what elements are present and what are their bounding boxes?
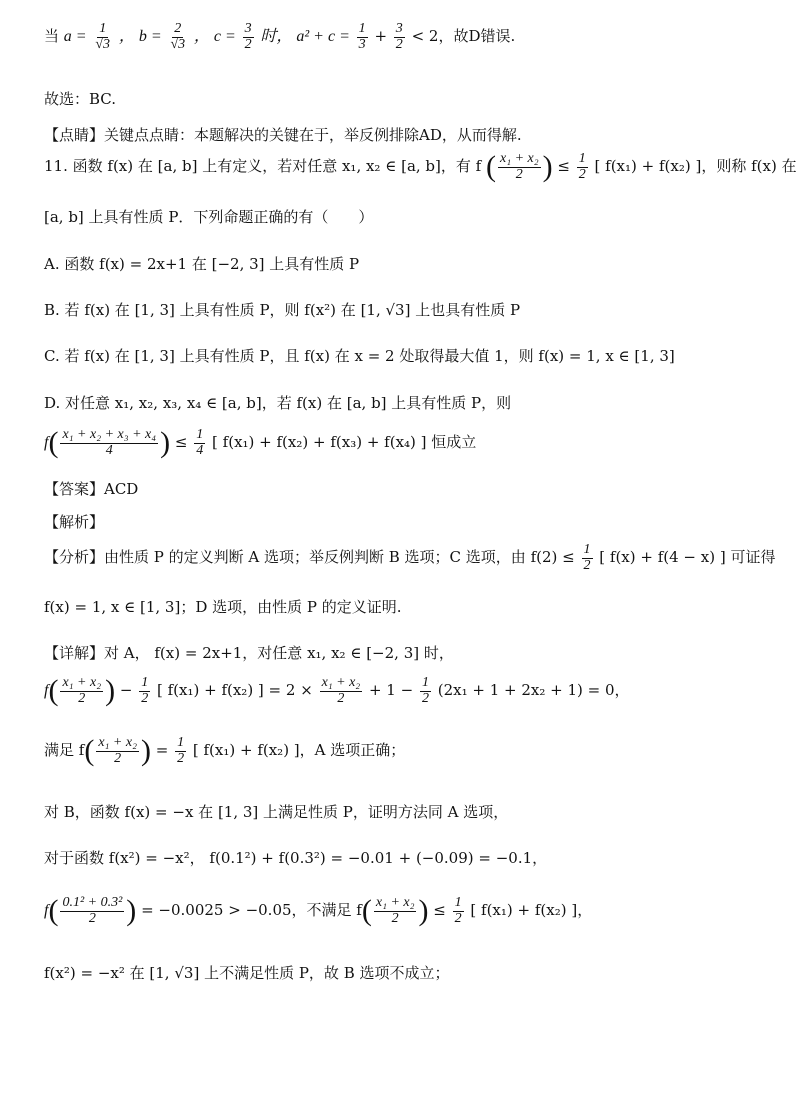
b-line1: 对 B，函数 f(x) = −x 在 [1, 3] 上满足性质 P，证明方法同 A 选项， [44, 803, 509, 821]
frac-c [243, 22, 254, 52]
paren-open: ( [48, 894, 59, 928]
satisfy-tail: [ f(x₁) + f(x₂) ]，A 选项正确； [192, 741, 406, 760]
q11-frac-den: 2 [515, 166, 523, 182]
detail-mid-frac [320, 676, 363, 706]
fenxi-b: [ f(x) + f(4 − x) ] 可证得 [599, 548, 776, 567]
b-line3-tail: [ f(x₁) + f(x₂) ]， [470, 901, 593, 920]
fenxi-half [582, 543, 593, 573]
optd-quarter-den: 4 [196, 442, 204, 458]
detail-line1: 【详解】对 A， f(x) = 2x+1，对任意 x₁, x₂ ∈ [−2, 3] 时， [44, 644, 454, 662]
b-line4: f(x²) = −x² 在 [1, √3] 上不满足性质 P，故 B 选项不成立； [44, 964, 450, 982]
line-case-a-b-c [44, 22, 764, 52]
b-line3-f: f [44, 902, 49, 920]
frac-b-num: 2 [174, 21, 182, 36]
b-line3 [44, 896, 764, 926]
detail-half2-den: 2 [421, 690, 429, 706]
option-d-line2 [44, 428, 764, 458]
q11-frac [498, 152, 541, 182]
line1-tail: < 2，故D错误. [411, 27, 516, 46]
option-c: C. 若 f(x) 在 [1, 3] 上具有性质 P，且 f(x) 在 x = 2 处取得最大值 1，则 f(x) = 1, x ∈ [1, 3] [44, 347, 675, 365]
optd-quarter [194, 428, 205, 458]
detail-minus: − [119, 681, 133, 700]
paren-close: ) [160, 426, 171, 460]
answer-choice: 故选：BC. [44, 90, 117, 108]
detail-frac-num: x₁ + x₂ [62, 675, 102, 690]
optd-tail: [ f(x₁) + f(x₂) + f(x₃) + f(x₄) ] 恒成立 [212, 433, 477, 452]
frac-three-half [394, 22, 405, 52]
frac-b-den: √3 [170, 36, 186, 52]
fenxi-line2: f(x) = 1, x ∈ [1, 3]；D 选项，由性质 P 的定义证明. [44, 598, 402, 616]
detail-f: f [44, 682, 49, 700]
detail-half [139, 676, 150, 706]
detail-frac [60, 676, 103, 706]
satisfy-frac-num: x₁ + x₂ [98, 735, 137, 750]
b-line3-frac2 [374, 896, 417, 926]
b-line3-half-den: 2 [454, 910, 462, 926]
optd-quarter-num: 1 [196, 427, 204, 442]
question-11-line2: [a, b] 上具有性质 P．下列命题正确的有（ ） [44, 208, 374, 226]
b-line3-le: ≤ [433, 901, 446, 920]
q11-tail: [ f(x₁) + f(x₂) ]，则称 f(x) 在 [594, 157, 797, 176]
frac-three-half-den: 2 [395, 36, 403, 52]
q11-le: ≤ [557, 157, 570, 176]
paren-open: ( [48, 674, 59, 708]
paren-close: ) [542, 150, 553, 184]
optd-frac-den: 4 [105, 442, 113, 458]
paren-close: ) [418, 894, 429, 928]
a-eq: a = [63, 28, 87, 46]
b-line3-half [453, 896, 464, 926]
detail-frac-den: 2 [78, 690, 86, 706]
option-a: A. 函数 f(x) = 2x+1 在 [−2, 3] 上具有性质 P [44, 255, 360, 273]
option-b: B. 若 f(x) 在 [1, 3] 上具有性质 P，则 f(x²) 在 [1, √3] 上也具有性质 P [44, 301, 521, 319]
satisfy-half-num: 1 [177, 735, 185, 750]
frac-b [168, 22, 187, 52]
satisfy-frac-den: 2 [114, 750, 122, 766]
satisfy-pre: 满足 f [44, 741, 85, 760]
q11-intro: 11. 函数 f(x) 在 [a, b] 上有定义，若对任意 x₁, x₂ ∈ [a, b]，有 f [44, 157, 482, 176]
detail-mid-frac-num: x₁ + x₂ [321, 675, 361, 690]
answer-label: 【答案】ACD [44, 480, 139, 498]
frac-a-den: √3 [95, 36, 111, 52]
frac-one-third [357, 22, 368, 52]
satisfy-half [175, 736, 186, 766]
satisfy-line [44, 736, 764, 766]
q11-half [577, 152, 588, 182]
b-line3-half-num: 1 [454, 895, 462, 910]
b-line3-frac [60, 896, 124, 926]
plus: + [374, 27, 388, 46]
optd-frac [60, 428, 158, 458]
option-d-line1: D. 对任意 x₁, x₂, x₃, x₄ ∈ [a, b]，若 f(x) 在 [a, b] 上具有性质 P，则 [44, 394, 512, 412]
question-11-line1 [44, 150, 797, 184]
frac-a-num: 1 [99, 21, 107, 36]
optd-f: f [44, 434, 49, 452]
paren-close: ) [126, 894, 137, 928]
satisfy-eq: = [155, 741, 169, 760]
paren-open: ( [84, 734, 95, 768]
paren-open: ( [485, 150, 496, 184]
q11-half-den: 2 [578, 166, 586, 182]
c-eq: ， c = [193, 28, 236, 46]
b-line3-frac2-num: x₁ + x₂ [375, 895, 415, 910]
frac-one-third-num: 1 [358, 21, 366, 36]
b-line3-frac2-den: 2 [391, 910, 399, 926]
b-line3-frac-num: 0.1² + 0.3² [62, 895, 123, 910]
detail-tail: (2x₁ + 1 + 2x₂ + 1) = 0， [437, 681, 630, 700]
frac-c-den: 2 [244, 36, 252, 52]
a2-plus-c: 时， a² + c = [260, 28, 350, 46]
satisfy-half-den: 2 [177, 750, 185, 766]
optd-le: ≤ [174, 433, 188, 452]
detail-mid2: + 1 − [368, 681, 414, 700]
frac-one-third-den: 3 [358, 36, 366, 52]
fenxi-half-den: 2 [583, 557, 591, 573]
b-line2: 对于函数 f(x²) = −x²， f(0.1²) + f(0.3²) = −0.01 + (−0.09) = −0.1， [44, 849, 548, 867]
paren-close: ) [140, 734, 151, 768]
frac-a [93, 22, 112, 52]
fenxi-line1 [44, 542, 776, 573]
detail-mid: [ f(x₁) + f(x₂) ] = 2 × [156, 681, 313, 700]
optd-frac-num: x₁ + x₂ + x₃ + x₄ [62, 427, 157, 442]
q11-half-num: 1 [578, 151, 586, 166]
b-eq: ， b = [118, 28, 162, 46]
fenxi-a: 【分析】由性质 P 的定义判断 A 选项；举反例判断 B 选项；C 选项，由 f(2) ≤ [44, 548, 575, 567]
paren-close: ) [105, 674, 116, 708]
satisfy-frac [96, 736, 139, 766]
detail-mid-frac-den: 2 [337, 690, 345, 706]
analysis-label: 【解析】 [44, 513, 105, 531]
detail-half-den: 2 [141, 690, 149, 706]
paren-open: ( [48, 426, 59, 460]
detail-half-num: 1 [141, 675, 149, 690]
paren-open: ( [361, 894, 372, 928]
fenxi-half-num: 1 [583, 542, 591, 557]
frac-c-num: 3 [244, 21, 252, 36]
detail-half2 [420, 676, 431, 706]
b-line3-frac-den: 2 [88, 910, 96, 926]
text-dang: 当 [44, 27, 60, 46]
tip-note: 【点睛】关键点点睛：本题解决的关键在于，举反例排除AD，从而得解. [44, 126, 522, 144]
detail-half2-num: 1 [421, 675, 429, 690]
frac-three-half-num: 3 [395, 21, 403, 36]
b-line3-mid: = −0.0025 > −0.05，不满足 f [141, 901, 362, 920]
detail-line2 [44, 676, 764, 706]
q11-frac-num: x₁ + x₂ [499, 151, 539, 166]
